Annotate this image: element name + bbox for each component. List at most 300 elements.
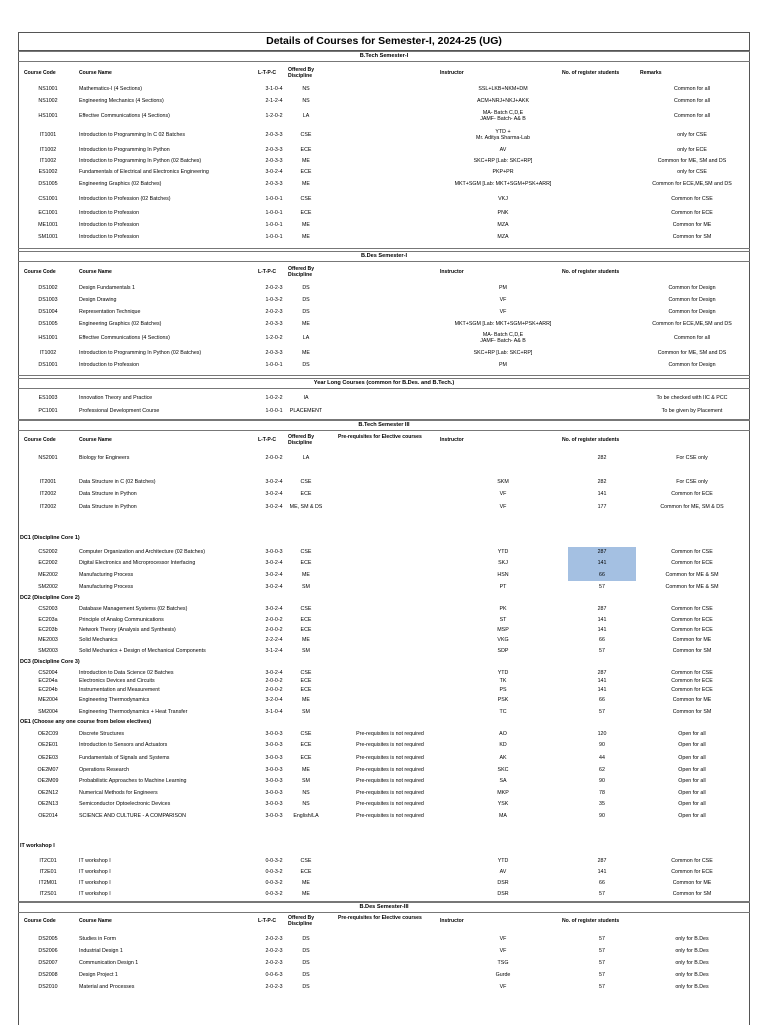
cell-code: OE2N13	[37, 801, 59, 807]
cell-pre: Pre-requisites is not required	[356, 731, 424, 737]
cell-rem: Common for ME, SM and DS	[657, 350, 727, 356]
cell-ins: MKP	[497, 790, 509, 796]
cell-rem: Common for CSE	[671, 606, 713, 612]
page-title: Details of Courses for Semester-I, 2024-25 (UG)	[18, 32, 750, 51]
header-instructor: Instructor	[440, 269, 464, 275]
cell-ltpc: 3-0-2-4	[265, 584, 283, 590]
cell-off: ECE	[300, 560, 312, 566]
header-ltpc: L-T-P-C	[258, 269, 277, 275]
cell-off: LA	[302, 335, 310, 341]
cell-ins: SKC	[497, 767, 509, 773]
cell-ltpc: 2-0-3-3	[265, 158, 283, 164]
cell-ltpc: 0-0-6-3	[265, 972, 283, 978]
cell-stu: 141	[597, 678, 607, 684]
header-remarks: Remarks	[640, 70, 662, 76]
cell-code: SM1001	[38, 234, 58, 240]
cell-stu: 141	[597, 491, 607, 497]
cell-rem: To be checked with IIC & PCC	[656, 395, 728, 401]
cell-off: ECE	[300, 687, 312, 693]
cell-ins: VKJ	[498, 196, 508, 202]
cell-ins: PM	[499, 362, 507, 368]
cell-rem: Common for ME	[672, 637, 712, 643]
header-ltpc: L-T-P-C	[258, 918, 277, 924]
cell-code: ME2003	[38, 637, 58, 643]
header-ltpc: L-T-P-C	[258, 70, 277, 76]
cell-name: Numerical Methods for Engineers	[79, 790, 158, 796]
cell-rem: only for ECE	[677, 147, 707, 153]
cell-name: Effective Communications (4 Sections)	[79, 335, 170, 341]
cell-ins: SA	[499, 778, 507, 784]
cell-name: Digital Electronics and Microprocessor Interfacing	[79, 560, 196, 566]
cell-off: NS	[302, 801, 310, 807]
cell-code: SM2002	[38, 584, 58, 590]
cell-off: DS	[302, 936, 310, 942]
cell-off: DS	[302, 960, 310, 966]
cell-code: DS2006	[38, 948, 58, 954]
header-students: No. of register students	[562, 269, 620, 275]
band-btech-sem1: B.Tech Semester-I	[18, 51, 750, 62]
cell-code: ES1002	[38, 169, 58, 175]
cell-ltpc: 3-0-0-3	[265, 731, 283, 737]
cell-off: DS	[302, 362, 310, 368]
cell-off: ECE	[300, 678, 312, 684]
cell-off: CSE	[300, 670, 312, 676]
cell-pre: Pre-requisites is not required	[356, 801, 424, 807]
cell-name: Probabilistic Approaches to Machine Learning	[79, 778, 187, 784]
cell-code: DS1005	[38, 321, 58, 327]
cell-ins: DSR	[497, 880, 509, 886]
cell-code: CS2002	[38, 549, 58, 555]
cell-stu: 57	[599, 972, 605, 978]
cell-stu: 57	[599, 709, 605, 715]
cell-ltpc: 2-0-2-3	[265, 948, 283, 954]
cell-code: NS1001	[38, 86, 58, 92]
cell-ltpc: 1-0-0-1	[265, 408, 283, 414]
cell-rem: only for B.Des	[675, 984, 709, 990]
cell-off: ECE	[300, 491, 312, 497]
cell-ins-line: Mr. Aditya Sharma-Lab	[476, 135, 530, 141]
cell-ltpc: 3-0-2-4	[265, 504, 283, 510]
cell-code: OE2M09	[37, 778, 59, 784]
cell-ltpc: 1-2-0-2	[265, 335, 283, 341]
cell-rem: Common for SM	[672, 234, 712, 240]
cell-ltpc: 1-0-0-1	[265, 222, 283, 228]
cell-code: NS1002	[38, 98, 58, 104]
cell-ins: PK	[499, 606, 507, 612]
cell-off: English/LA	[293, 813, 319, 819]
cell-off: ME	[302, 697, 310, 703]
group-label: DC2 (Discipline Core 2)	[20, 595, 80, 601]
cell-rem: Common for ME	[672, 880, 712, 886]
cell-ins: SSL+LKB+NKM+DM	[478, 86, 528, 92]
cell-name: Design Fundamentals 1	[79, 285, 135, 291]
cell-code: SM2003	[38, 648, 58, 654]
cell-stu: 78	[599, 790, 605, 796]
cell-name: Discrete Structures	[79, 731, 125, 737]
header-course-code: Course Code	[24, 437, 56, 443]
header-students: No. of register students	[562, 918, 620, 924]
cell-ltpc: 3-0-2-4	[265, 169, 283, 175]
cell-stu: 57	[599, 891, 605, 897]
cell-off: SM	[302, 778, 310, 784]
cell-name: Semiconductor Optoelectronic Devices	[79, 801, 171, 807]
cell-ltpc: 2-0-3-3	[265, 181, 283, 187]
cell-name: IT workshop I	[79, 858, 111, 864]
cell-name: Design Project 1	[79, 972, 118, 978]
cell-name: Design Drawing	[79, 297, 117, 303]
cell-off: ECE	[300, 755, 312, 761]
cell-ltpc: 3-0-0-3	[265, 790, 283, 796]
cell-off: ME	[302, 321, 310, 327]
cell-off: ME	[302, 222, 310, 228]
cell-stu: 57	[599, 936, 605, 942]
cell-rem: Common for CSE	[671, 196, 713, 202]
cell-ltpc: 3-0-0-3	[265, 742, 283, 748]
cell-rem: only for B.Des	[675, 948, 709, 954]
header-offered-by: Offered By	[288, 67, 315, 73]
cell-ltpc: 1-0-3-2	[265, 297, 283, 303]
cell-rem: For CSE only	[676, 479, 708, 485]
cell-stu: 57	[599, 984, 605, 990]
cell-code: EC1001	[38, 210, 58, 216]
cell-code: EC2002	[38, 560, 58, 566]
cell-rem: only for CSE	[677, 132, 707, 138]
cell-code: IT2C01	[39, 858, 57, 864]
header-discipline: Discipline	[288, 272, 313, 278]
cell-code: IT2S01	[39, 891, 57, 897]
cell-rem: Common for ECE,ME,SM and DS	[652, 321, 732, 327]
header-ltpc: L-T-P-C	[258, 437, 277, 443]
header-offered-by: Offered By	[288, 434, 315, 440]
cell-ltpc: 2-0-0-2	[265, 627, 283, 633]
header-course-code: Course Code	[24, 269, 56, 275]
cell-rem: Common for ECE	[671, 617, 713, 623]
cell-code: DS1001	[38, 362, 58, 368]
cell-ins: TSG	[497, 960, 509, 966]
cell-rem: Open for all	[678, 813, 706, 819]
cell-name: Introduction to Profession	[79, 222, 140, 228]
cell-off: CSE	[300, 479, 312, 485]
cell-rem: Common for ME & SM	[665, 572, 719, 578]
cell-rem: Common for ME, SM & DS	[660, 504, 724, 510]
cell-stu: 66	[599, 880, 605, 886]
cell-code: IT2001	[39, 479, 57, 485]
cell-stu: 141	[597, 560, 607, 566]
group-label: DC3 (Discipline Core 3)	[20, 659, 80, 665]
cell-off: SM	[302, 648, 310, 654]
cell-name: Communication Design 1	[79, 960, 139, 966]
cell-ins: VF	[499, 309, 507, 315]
cell-off: CSE	[300, 731, 312, 737]
cell-name: Introduction to Profession	[79, 210, 140, 216]
cell-off: ME, SM & DS	[289, 504, 323, 510]
cell-name: IT workshop I	[79, 869, 111, 875]
cell-ltpc: 0-0-3-2	[265, 858, 283, 864]
cell-code: NS2001	[38, 455, 58, 461]
cell-off: DS	[302, 285, 310, 291]
band-btech-sem3: B.Tech Semester III	[18, 420, 750, 431]
cell-rem: Common for CSE	[671, 670, 713, 676]
cell-off: ME	[302, 572, 310, 578]
cell-rem: Common for all	[674, 86, 710, 92]
cell-code: OE2E01	[37, 742, 59, 748]
band-bdes-sem3: B.Des Semester-III	[18, 902, 750, 913]
cell-ins: YSK	[497, 801, 509, 807]
cell-stu: 282	[597, 455, 607, 461]
cell-stu: 66	[599, 637, 605, 643]
cell-rem: Open for all	[678, 767, 706, 773]
cell-code: ME2002	[38, 572, 58, 578]
cell-name: Biology for Engineers	[79, 455, 130, 461]
cell-rem: Common for ECE	[671, 560, 713, 566]
cell-ins: MSP	[497, 627, 509, 633]
cell-name: Data Structure in C (02 Batches)	[79, 479, 156, 485]
cell-ins: YTD	[497, 670, 509, 676]
cell-off: ECE	[300, 869, 312, 875]
cell-code: IT1001	[39, 132, 57, 138]
cell-ltpc: 2-0-2-3	[265, 936, 283, 942]
cell-name: Solid Mechanics + Design of Mechanical Components	[79, 648, 206, 654]
cell-rem: Open for all	[678, 742, 706, 748]
cell-rem: only for CSE	[677, 169, 707, 175]
cell-ins-line: MA- Batch C,D,E	[482, 332, 524, 338]
cell-ltpc: 2-0-2-3	[265, 984, 283, 990]
cell-ltpc: 1-0-2-2	[265, 395, 283, 401]
cell-ins: YTD	[497, 858, 509, 864]
cell-name: Fundamentals of Electrical and Electronics Engineering	[79, 169, 209, 175]
cell-pre: Pre-requisites is not required	[356, 755, 424, 761]
cell-name: IT workshop I	[79, 880, 111, 886]
cell-off: DS	[302, 309, 310, 315]
cell-off: ME	[302, 767, 310, 773]
cell-ltpc: 1-0-0-1	[265, 362, 283, 368]
cell-rem: Common for ECE	[671, 627, 713, 633]
header-prerequisites: Pre-requisites for Elective courses	[338, 434, 422, 440]
header-discipline: Discipline	[288, 440, 313, 446]
cell-code: IT1002	[39, 147, 57, 153]
cell-rem: Common for ME & SM	[665, 584, 719, 590]
cell-off: ECE	[300, 617, 312, 623]
cell-name: Introduction to Data Science 02 Batches	[79, 670, 174, 676]
cell-rem: Common for CSE	[671, 549, 713, 555]
cell-ltpc: 2-0-2-3	[265, 960, 283, 966]
cell-ltpc: 2-0-2-3	[265, 309, 283, 315]
cell-name: Introduction to Sensors and Actuators	[79, 742, 168, 748]
cell-ins-line: MA- Batch C,D,E	[482, 110, 524, 116]
cell-ins: VF	[499, 936, 507, 942]
cell-pre: Pre-requisites is not required	[356, 778, 424, 784]
cell-ltpc: 0-0-3-2	[265, 891, 283, 897]
cell-off: ME	[302, 637, 310, 643]
cell-rem: Common for SM	[672, 891, 712, 897]
cell-code: OE2E03	[37, 755, 59, 761]
cell-rem: Common for all	[674, 335, 710, 341]
cell-name: Introduction to Programming In C 02 Batches	[79, 132, 185, 138]
cell-ltpc: 3-1-2-4	[265, 648, 283, 654]
cell-name: Instrumentation and Measurement	[79, 687, 160, 693]
cell-rem: Common for ECE	[671, 210, 713, 216]
cell-stu: 90	[599, 742, 605, 748]
cell-name: Manufacturing Process	[79, 584, 134, 590]
cell-off: PLACEMENT	[289, 408, 323, 414]
cell-rem: Common for Design	[668, 362, 716, 368]
cell-ins: AK	[499, 755, 507, 761]
cell-ins: VF	[499, 491, 507, 497]
cell-ltpc: 2-0-3-3	[265, 350, 283, 356]
cell-ins: VF	[499, 984, 507, 990]
cell-name: Introduction to Profession	[79, 234, 140, 240]
cell-ins: YTD	[497, 549, 509, 555]
cell-rem: Common for Design	[668, 297, 716, 303]
cell-rem: Common for ECE	[671, 491, 713, 497]
cell-rem: only for B.Des	[675, 960, 709, 966]
cell-name: Data Structure in Python	[79, 504, 137, 510]
cell-off: ME	[302, 234, 310, 240]
section-divider	[18, 248, 750, 249]
cell-ins-line: JAMF- Batch- A& B	[480, 116, 526, 122]
cell-name: Engineering Thermodynamics + Heat Transfer	[79, 709, 188, 715]
cell-code: DS2010	[38, 984, 58, 990]
cell-name: Mathematics-I (4 Sections)	[79, 86, 142, 92]
cell-code: CS1001	[38, 196, 58, 202]
header-course-name: Course Name	[79, 70, 112, 76]
cell-name: Studies in Form	[79, 936, 117, 942]
cell-code: IT1002	[39, 158, 57, 164]
cell-name: Effective Communications (4 Sections)	[79, 113, 170, 119]
cell-ins: PNK	[497, 210, 509, 216]
cell-stu: 141	[597, 627, 607, 633]
cell-code: DS1003	[38, 297, 58, 303]
cell-code: IT2M01	[39, 880, 57, 886]
cell-ltpc: 3-0-0-3	[265, 755, 283, 761]
cell-rem: Common for ME	[672, 222, 712, 228]
cell-name: Operations Research	[79, 767, 130, 773]
cell-rem: Common for all	[674, 98, 710, 104]
cell-off: SM	[302, 709, 310, 715]
cell-rem: Open for all	[678, 731, 706, 737]
cell-code: CS2004	[38, 670, 58, 676]
cell-ltpc: 2-0-3-3	[265, 132, 283, 138]
cell-ins: PKP+PR	[492, 169, 514, 175]
cell-name: Innovation Theory and Practice	[79, 395, 153, 401]
header-course-name: Course Name	[79, 918, 112, 924]
cell-rem: Common for ME, SM and DS	[657, 158, 727, 164]
cell-ins: MZA	[497, 234, 509, 240]
cell-rem: Common for ECE	[671, 678, 713, 684]
cell-rem: Common for ECE,ME,SM and DS	[652, 181, 732, 187]
cell-ltpc: 1-0-0-1	[265, 210, 283, 216]
cell-ins: KD	[499, 742, 507, 748]
header-students: No. of register students	[562, 70, 620, 76]
cell-off: ECE	[300, 147, 312, 153]
cell-off: ME	[302, 181, 310, 187]
cell-rem: To be given by Placement	[661, 408, 723, 414]
cell-off: ME	[302, 880, 310, 886]
cell-ins: SKC+RP [Lab: SKC+RP]	[473, 158, 533, 164]
cell-ins: SKM	[497, 479, 509, 485]
header-course-name: Course Name	[79, 437, 112, 443]
cell-ins: AV	[499, 869, 507, 875]
cell-code: PC1001	[38, 408, 58, 414]
cell-off: ME	[302, 158, 310, 164]
cell-code: DS1005	[38, 181, 58, 187]
cell-ltpc: 3-0-2-4	[265, 606, 283, 612]
cell-code: OE2N12	[37, 790, 59, 796]
cell-name: Material and Processes	[79, 984, 135, 990]
cell-rem: Common for all	[674, 113, 710, 119]
cell-off: DS	[302, 948, 310, 954]
cell-name: IT workshop I	[79, 891, 111, 897]
cell-code: DS2005	[38, 936, 58, 942]
cell-stu: 287	[597, 606, 607, 612]
cell-rem: For CSE only	[676, 455, 708, 461]
cell-ltpc: 3-0-0-3	[265, 549, 283, 555]
cell-name: Engineering Graphics (02 Batches)	[79, 181, 162, 187]
cell-name: Database Management Systems (02 Batches)	[79, 606, 188, 612]
cell-name: Introduction to Programming In Python (02 Batches)	[79, 158, 202, 164]
cell-stu: 287	[597, 549, 607, 555]
cell-ins: AO	[499, 731, 507, 737]
cell-name: Fundamentals of Signals and Systems	[79, 755, 170, 761]
cell-ltpc: 2-0-0-2	[265, 617, 283, 623]
cell-pre: Pre-requisites is not required	[356, 790, 424, 796]
cell-stu: 141	[597, 687, 607, 693]
cell-ltpc: 2-0-0-2	[265, 455, 283, 461]
cell-ltpc: 3-0-2-4	[265, 572, 283, 578]
cell-off: CSE	[300, 858, 312, 864]
cell-code: IT1002	[39, 350, 57, 356]
cell-name: Engineering Thermodynamics	[79, 697, 150, 703]
cell-name: Professional Development Course	[79, 408, 160, 414]
cell-rem: only for B.Des	[675, 936, 709, 942]
cell-ins: VF	[499, 504, 507, 510]
cell-ltpc: 3-0-2-4	[265, 670, 283, 676]
cell-ins: ACM+NRJ+NKJ+AKK	[477, 98, 529, 104]
cell-off: ECE	[300, 627, 312, 633]
cell-ltpc: 3-0-2-4	[265, 479, 283, 485]
cell-stu: 44	[599, 755, 605, 761]
cell-code: ME2004	[38, 697, 58, 703]
cell-name: Network Theory (Analysis and Synthesis)	[79, 627, 176, 633]
cell-ltpc: 2-0-3-3	[265, 321, 283, 327]
cell-ltpc: 3-0-0-3	[265, 813, 283, 819]
cell-ltpc: 3-2-0-4	[265, 697, 283, 703]
group-label: IT workshop I	[20, 843, 55, 849]
header-course-code: Course Code	[24, 918, 56, 924]
cell-ins: SDP	[497, 648, 509, 654]
cell-code: EC204b	[38, 687, 58, 693]
cell-rem: Common for Design	[668, 309, 716, 315]
cell-ins: TK	[499, 678, 507, 684]
header-course-name: Course Name	[79, 269, 112, 275]
cell-rem: Open for all	[678, 790, 706, 796]
cell-stu: 35	[599, 801, 605, 807]
cell-code: ES1003	[38, 395, 58, 401]
cell-ins: MKT+SGM [Lab: MKT+SGM+PSK+ARR]	[454, 321, 552, 327]
cell-ins: VF	[499, 948, 507, 954]
cell-ins: AV	[499, 147, 507, 153]
cell-off: ECE	[300, 169, 312, 175]
header-instructor: Instructor	[440, 918, 464, 924]
cell-code: EC204a	[38, 678, 58, 684]
header-instructor: Instructor	[440, 70, 464, 76]
cell-ins: PS	[499, 687, 507, 693]
cell-rem: Open for all	[678, 801, 706, 807]
cell-off: CSE	[300, 132, 312, 138]
cell-rem: Common for ME	[672, 697, 712, 703]
cell-name: Representation Technique	[79, 309, 141, 315]
cell-ltpc: 2-0-0-2	[265, 687, 283, 693]
